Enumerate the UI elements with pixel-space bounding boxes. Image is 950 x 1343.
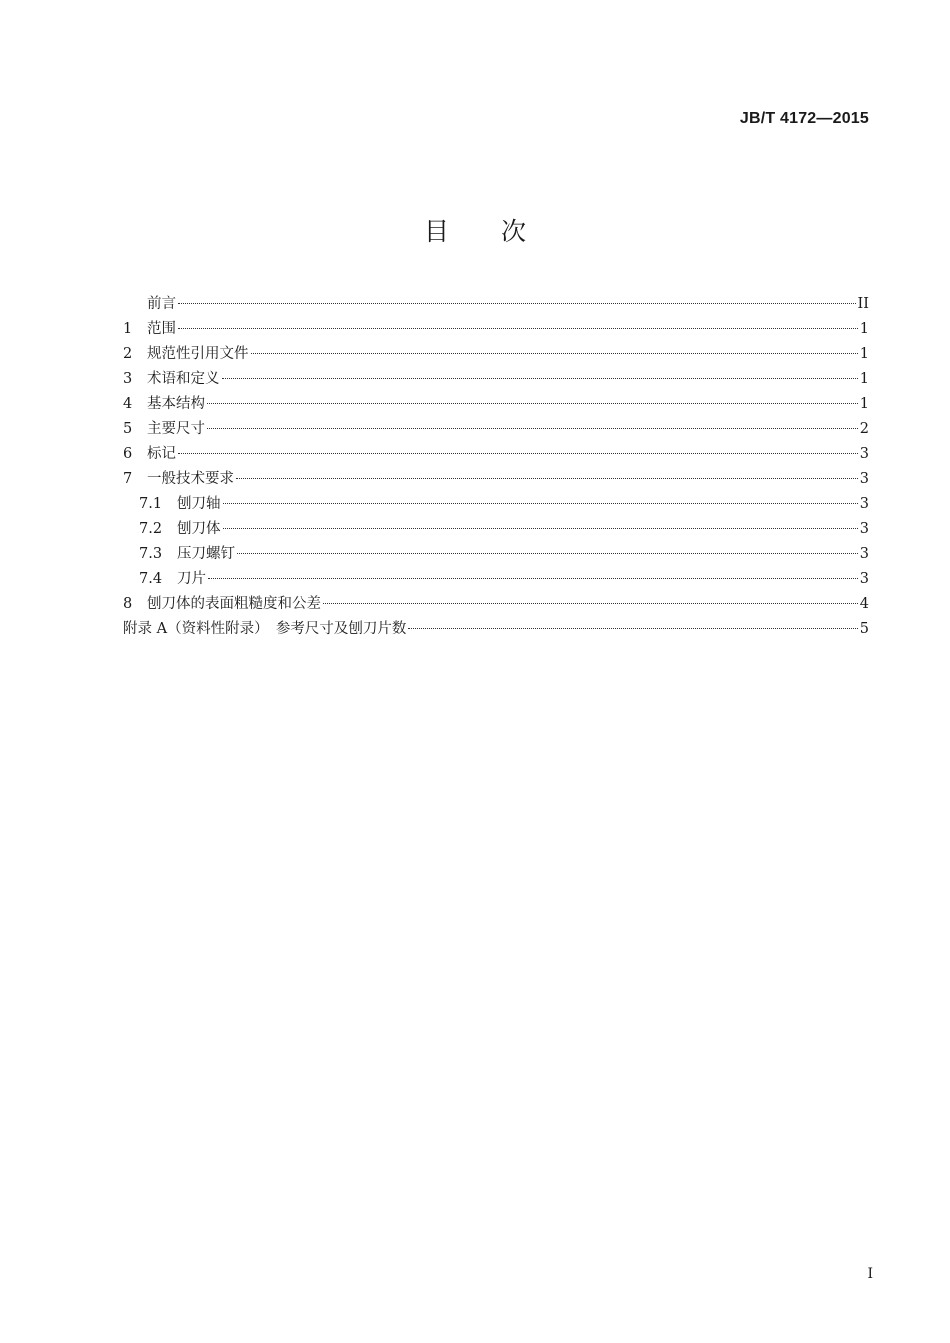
toc-entry-page: 4 [859,596,869,612]
title-char-1: 目 [423,217,449,246]
toc-entry-number: 1 [123,321,133,337]
toc-entry-cutter-body[interactable] [123,517,869,542]
dot-leader [178,328,858,329]
toc-entry-page: 1 [859,396,869,412]
dot-leader [223,528,858,529]
toc-entry-label: 刀片 [177,571,206,587]
dot-leader [178,303,856,304]
toc-entry-number: 4 [123,396,133,412]
toc-entry-page: 3 [859,496,869,512]
dot-leader [207,428,858,429]
toc-entry-label: 刨刀轴 [177,496,221,512]
toc-entry-page: 1 [859,371,869,387]
toc-entry-label: 前言 [147,296,176,312]
toc-entry-label: 规范性引用文件 [147,346,249,362]
toc-entry-foreword[interactable] [123,292,869,317]
toc-entry-label: 刨刀体的表面粗糙度和公差 [147,596,321,612]
table-of-contents [123,292,869,642]
toc-entry-page: 3 [859,521,869,537]
dot-leader [323,603,858,604]
dot-leader [208,578,858,579]
toc-entry-basic-structure[interactable] [123,392,869,417]
toc-entry-number: 7.1 [139,496,163,512]
toc-entry-number: 7.3 [139,546,163,562]
toc-entry-page: 5 [859,621,869,637]
toc-entry-label: 主要尺寸 [147,421,205,437]
toc-entry-label: 刨刀体 [177,521,221,537]
toc-entry-page: 3 [859,446,869,462]
dot-leader [178,453,858,454]
toc-entry-number: 6 [123,446,133,462]
dot-leader [222,378,858,379]
toc-entry-label: 术语和定义 [147,371,220,387]
toc-entry-page: 3 [859,471,869,487]
standard-code: JB/T 4172—2015 [739,110,869,127]
toc-entry-general-requirements[interactable] [123,467,869,492]
toc-entry-main-dimensions[interactable] [123,417,869,442]
toc-entry-label: 基本结构 [147,396,205,412]
toc-entry-page: 1 [859,321,869,337]
toc-entry-label: 压刀螺钉 [177,546,235,562]
toc-entry-page: 2 [859,421,869,437]
toc-entry-label: 附录 A（资料性附录） 参考尺寸及刨刀片数 [123,621,407,637]
toc-entry-clamping-screw[interactable] [123,542,869,567]
toc-entry-number: 7 [123,471,133,487]
toc-entry-label: 一般技术要求 [147,471,234,487]
page-title [0,212,950,248]
toc-entry-label: 标记 [147,446,176,462]
toc-entry-marking[interactable] [123,442,869,467]
toc-entry-number: 7.2 [139,521,163,537]
toc-entry-cutter-shaft[interactable] [123,492,869,517]
toc-entry-normative-references[interactable] [123,342,869,367]
toc-entry-label: 范围 [147,321,176,337]
toc-entry-number: 8 [123,596,133,612]
dot-leader [207,403,858,404]
dot-leader [236,478,858,479]
dot-leader [251,353,858,354]
page-number: I [867,1266,873,1282]
toc-entry-number: 2 [123,346,133,362]
toc-entry-page: 3 [859,571,869,587]
toc-entry-surface-roughness-tolerance[interactable] [123,592,869,617]
toc-entry-appendix-a[interactable] [123,617,869,642]
title-char-2: 次 [501,217,527,246]
toc-entry-number: 5 [123,421,133,437]
toc-entry-page: II [857,296,869,312]
toc-entry-blade[interactable] [123,567,869,592]
dot-leader [237,553,858,554]
toc-entry-number: 3 [123,371,133,387]
toc-entry-scope[interactable] [123,317,869,342]
toc-entry-number: 7.4 [139,571,163,587]
toc-entry-terms-definitions[interactable] [123,367,869,392]
dot-leader [223,503,858,504]
toc-entry-page: 1 [859,346,869,362]
toc-entry-page: 3 [859,546,869,562]
dot-leader [408,628,857,629]
